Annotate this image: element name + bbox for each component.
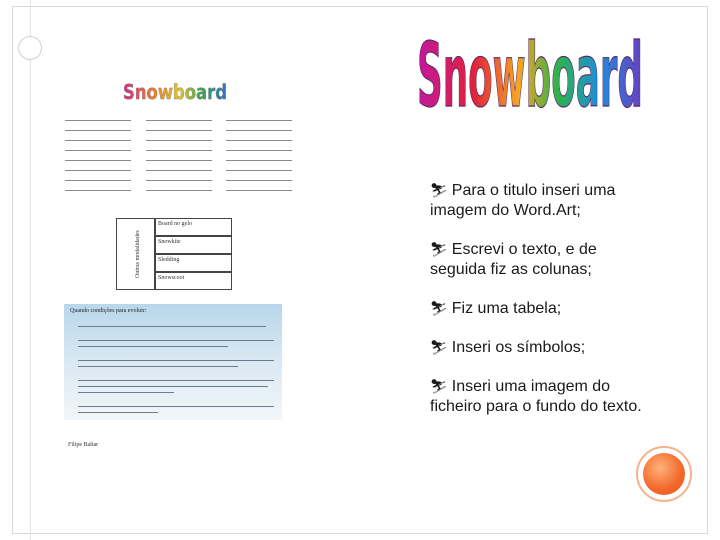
background-image-box bbox=[64, 304, 282, 420]
bullet-item bbox=[430, 239, 652, 280]
table-row: Snowscoot bbox=[154, 272, 232, 290]
bullet-text: Escrevi o texto, e de seguida fiz as colunas; bbox=[430, 241, 597, 278]
wordart-title-text: Snowboard bbox=[417, 24, 643, 127]
wordart-title bbox=[412, 12, 648, 127]
bullet-item bbox=[430, 337, 652, 358]
skier-icon: ⛷ bbox=[430, 339, 448, 355]
bullet-text: Para o titulo inseri uma imagem do Word.Art; bbox=[430, 182, 616, 219]
text-column-1 bbox=[65, 120, 131, 200]
box-heading: Quando condições para evoluir: bbox=[70, 308, 147, 314]
notebook-spine bbox=[30, 0, 31, 540]
bullet-item bbox=[430, 376, 652, 417]
mini-title-text: Snowboard bbox=[123, 80, 227, 104]
document-preview bbox=[58, 72, 296, 462]
mini-wordart-title bbox=[120, 78, 230, 106]
text-column-3 bbox=[226, 120, 292, 200]
table-row: Board no gelo bbox=[154, 218, 232, 236]
skier-icon: ⛷ bbox=[430, 241, 448, 257]
skier-icon: ⛷ bbox=[430, 182, 448, 198]
bullet-item bbox=[430, 298, 652, 319]
bullet-text: Fiz uma tabela; bbox=[451, 300, 562, 317]
bullet-list bbox=[430, 180, 652, 435]
bullet-text: Inseri os símbolos; bbox=[451, 339, 586, 356]
bullet-text: Inseri uma imagem do ficheiro para o fundo do texto. bbox=[430, 378, 642, 415]
bullet-item bbox=[430, 180, 652, 221]
binder-ring bbox=[18, 36, 42, 60]
table-side-label: Outras modalidades bbox=[135, 230, 141, 278]
text-column-2 bbox=[146, 120, 212, 200]
skier-icon: ⛷ bbox=[430, 300, 448, 316]
table-row: Sledding bbox=[154, 254, 232, 272]
skier-icon: ⛷ bbox=[430, 378, 448, 394]
table-row: Snowkite bbox=[154, 236, 232, 254]
document-caption: Filipe Baltar bbox=[68, 442, 99, 448]
decorative-orange-circle bbox=[643, 453, 685, 495]
